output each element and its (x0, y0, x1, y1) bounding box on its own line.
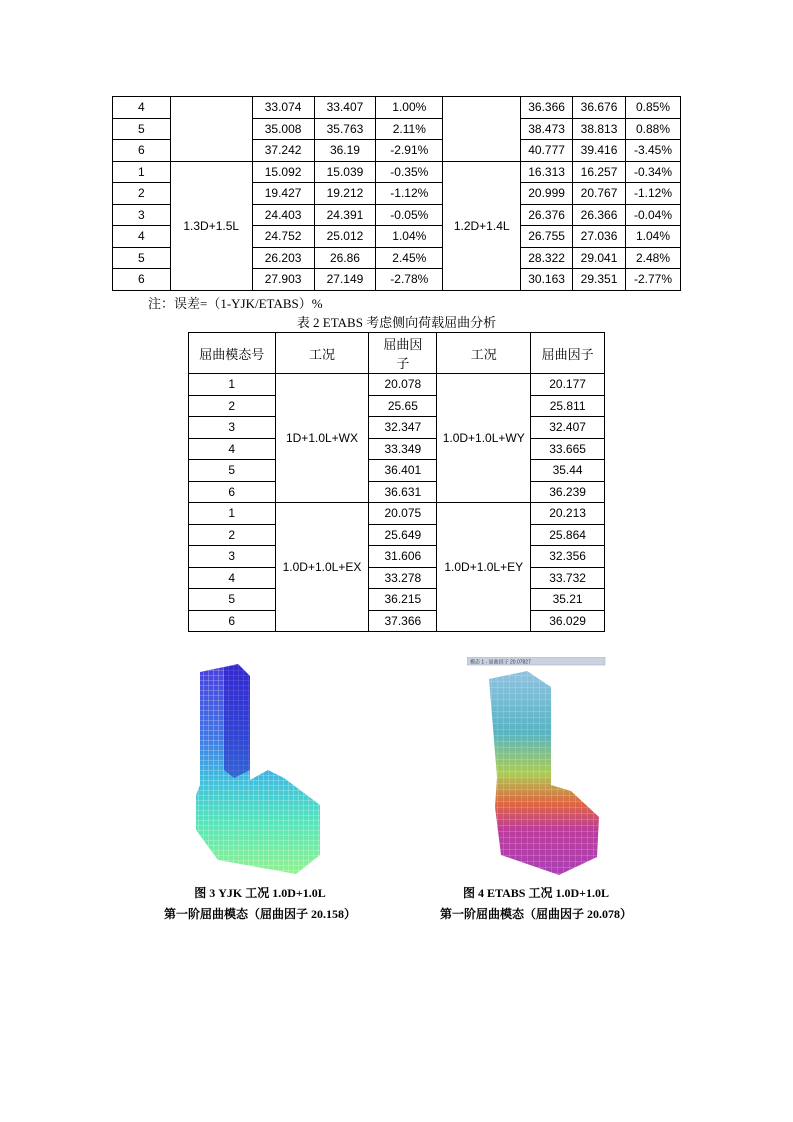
value-cell: 40.777 (521, 140, 573, 162)
mode-cell: 4 (189, 438, 276, 460)
mode-cell: 2 (189, 395, 276, 417)
value-cell: 37.242 (252, 140, 314, 162)
value-cell: 24.391 (314, 204, 376, 226)
mode-cell: 3 (113, 204, 171, 226)
value-cell: 29.351 (573, 269, 626, 291)
etabs-window-title: 模态 1 - 屈曲因子 20.07827 (470, 659, 531, 666)
factor-cell: 33.732 (531, 567, 605, 589)
mode-cell: 6 (189, 481, 276, 503)
value-cell: -2.78% (376, 269, 443, 291)
value-cell: -0.04% (625, 204, 680, 226)
factor-cell: 36.401 (369, 460, 437, 482)
value-cell: 27.903 (252, 269, 314, 291)
value-cell: 26.366 (573, 204, 626, 226)
factor-cell: 35.44 (531, 460, 605, 482)
mode-cell: 3 (189, 546, 276, 568)
figure3-caption-line1: 图 3 YJK 工况 1.0D+1.0L (194, 886, 326, 900)
value-cell: 26.755 (521, 226, 573, 248)
load-case-cell: 1.0D+1.0L+EX (275, 503, 369, 632)
factor-cell: 20.078 (369, 374, 437, 396)
value-cell: -1.12% (625, 183, 680, 205)
table-row (189, 567, 605, 589)
mode-cell: 4 (113, 97, 171, 119)
value-cell: 15.039 (314, 161, 376, 183)
load-case-cell (443, 97, 521, 162)
value-cell: 33.407 (314, 97, 376, 119)
comparison-table (112, 96, 681, 291)
mode-cell: 1 (189, 374, 276, 396)
mode-cell: 5 (189, 589, 276, 611)
factor-cell: 35.21 (531, 589, 605, 611)
value-cell: 1.04% (376, 226, 443, 248)
mode-cell: 6 (189, 610, 276, 632)
value-cell: 29.041 (573, 247, 626, 269)
table-row (113, 161, 681, 183)
value-cell: 35.008 (252, 118, 314, 140)
header-case: 工况 (275, 333, 369, 374)
value-cell: 16.257 (573, 161, 626, 183)
factor-cell: 36.239 (531, 481, 605, 503)
error-note: 注：误差=（1-YJK/ETABS）% (148, 296, 323, 311)
figure3-caption (130, 883, 390, 925)
load-case-cell: 1D+1.0L+WX (275, 374, 369, 503)
table-row (113, 97, 681, 119)
mode-cell: 5 (113, 247, 171, 269)
header-case: 工况 (437, 333, 531, 374)
value-cell: -0.34% (625, 161, 680, 183)
load-case-cell: 1.2D+1.4L (443, 161, 521, 290)
table-row (189, 417, 605, 439)
table2-caption: 表 2 ETABS 考虑侧向荷载屈曲分析 (296, 315, 497, 330)
value-cell: 2.48% (625, 247, 680, 269)
mode-cell: 2 (113, 183, 171, 205)
factor-cell: 25.649 (369, 524, 437, 546)
header-factor: 屈曲因子 (369, 333, 437, 374)
factor-cell: 37.366 (369, 610, 437, 632)
table-row (189, 460, 605, 482)
value-cell: 20.767 (573, 183, 626, 205)
value-cell: 38.473 (521, 118, 573, 140)
value-cell: 33.074 (252, 97, 314, 119)
mode-cell: 3 (189, 417, 276, 439)
value-cell: 38.813 (573, 118, 626, 140)
mode-cell: 1 (189, 503, 276, 525)
figure3-caption-line2: 第一阶屈曲模态（屈曲因子 20.158） (163, 907, 356, 921)
value-cell: 24.403 (252, 204, 314, 226)
header-factor: 屈曲因子 (531, 333, 605, 374)
factor-cell: 20.177 (531, 374, 605, 396)
value-cell: 26.376 (521, 204, 573, 226)
table-row (189, 374, 605, 396)
factor-cell: 20.213 (531, 503, 605, 525)
table-row (189, 503, 605, 525)
value-cell: 24.752 (252, 226, 314, 248)
factor-cell: 33.278 (369, 567, 437, 589)
value-cell: -0.35% (376, 161, 443, 183)
value-cell: 25.012 (314, 226, 376, 248)
value-cell: 30.163 (521, 269, 573, 291)
factor-cell: 33.349 (369, 438, 437, 460)
buckling-table (188, 332, 605, 632)
factor-cell: 36.029 (531, 610, 605, 632)
factor-cell: 20.075 (369, 503, 437, 525)
value-cell: -1.12% (376, 183, 443, 205)
mode-cell: 4 (113, 226, 171, 248)
table-row (189, 546, 605, 568)
value-cell: 36.19 (314, 140, 376, 162)
value-cell: 36.366 (521, 97, 573, 119)
table-row (189, 438, 605, 460)
table-row (189, 524, 605, 546)
load-case-cell: 1.0D+1.0L+WY (437, 374, 531, 503)
factor-cell: 33.665 (531, 438, 605, 460)
factor-cell: 32.347 (369, 417, 437, 439)
yjk-buckling-figure (188, 660, 328, 880)
value-cell: -3.45% (625, 140, 680, 162)
factor-cell: 32.407 (531, 417, 605, 439)
value-cell: 28.322 (521, 247, 573, 269)
value-cell: 15.092 (252, 161, 314, 183)
header-mode: 屈曲模态号 (189, 333, 276, 374)
mode-cell: 6 (113, 269, 171, 291)
value-cell: 19.427 (252, 183, 314, 205)
value-cell: 20.999 (521, 183, 573, 205)
table-row (189, 610, 605, 632)
mode-cell: 5 (113, 118, 171, 140)
load-case-cell (170, 97, 252, 162)
value-cell: 0.85% (625, 97, 680, 119)
factor-cell: 25.65 (369, 395, 437, 417)
factor-cell: 36.215 (369, 589, 437, 611)
load-case-cell: 1.3D+1.5L (170, 161, 252, 290)
value-cell: 39.416 (573, 140, 626, 162)
value-cell: -0.05% (376, 204, 443, 226)
value-cell: 2.45% (376, 247, 443, 269)
factor-cell: 25.811 (531, 395, 605, 417)
value-cell: 0.88% (625, 118, 680, 140)
table-row (189, 395, 605, 417)
mode-cell: 1 (113, 161, 171, 183)
figure4-caption (406, 883, 666, 925)
mode-cell: 4 (189, 567, 276, 589)
table-row (189, 589, 605, 611)
factor-cell: 31.606 (369, 546, 437, 568)
value-cell: 27.149 (314, 269, 376, 291)
value-cell: 26.86 (314, 247, 376, 269)
value-cell: 1.00% (376, 97, 443, 119)
factor-cell: 25.864 (531, 524, 605, 546)
value-cell: -2.77% (625, 269, 680, 291)
value-cell: 27.036 (573, 226, 626, 248)
etabs-buckling-figure (467, 657, 607, 877)
value-cell: 36.676 (573, 97, 626, 119)
table-row (189, 481, 605, 503)
mode-cell: 6 (113, 140, 171, 162)
value-cell: 26.203 (252, 247, 314, 269)
factor-cell: 36.631 (369, 481, 437, 503)
value-cell: -2.91% (376, 140, 443, 162)
load-case-cell: 1.0D+1.0L+EY (437, 503, 531, 632)
value-cell: 35.763 (314, 118, 376, 140)
value-cell: 2.11% (376, 118, 443, 140)
figure4-caption-line2: 第一阶屈曲模态（屈曲因子 20.078） (439, 907, 632, 921)
value-cell: 16.313 (521, 161, 573, 183)
mode-cell: 2 (189, 524, 276, 546)
figure4-caption-line1: 图 4 ETABS 工况 1.0D+1.0L (463, 886, 609, 900)
mode-cell: 5 (189, 460, 276, 482)
factor-cell: 32.356 (531, 546, 605, 568)
value-cell: 19.212 (314, 183, 376, 205)
value-cell: 1.04% (625, 226, 680, 248)
